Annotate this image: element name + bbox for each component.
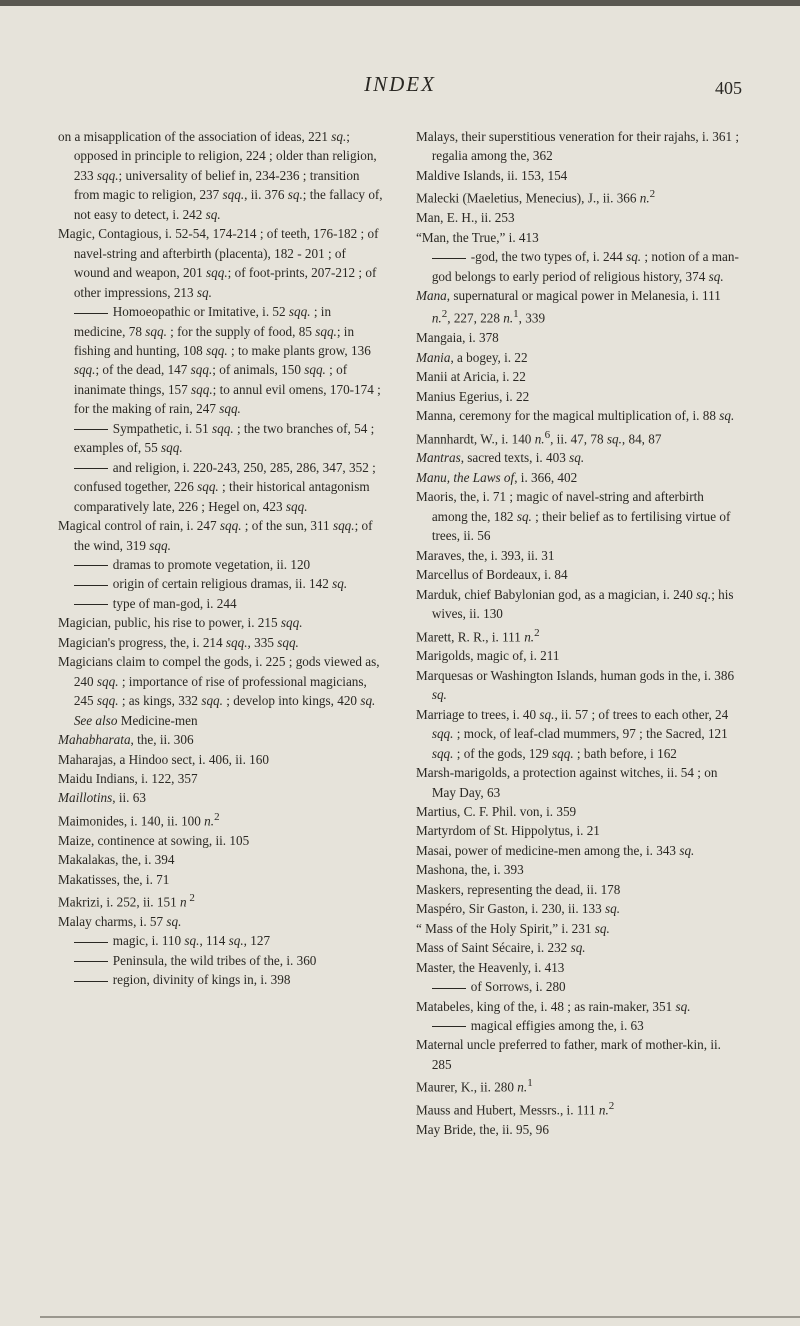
index-entry: [58, 224, 384, 302]
ditto-dash: [74, 313, 108, 314]
index-entry: [416, 938, 742, 957]
index-entry: [416, 286, 742, 328]
entry-text: ; notion of a man-god belongs to early period of religious history, 374: [431, 249, 739, 284]
entry-text: Magical control of rain, i. 247: [58, 518, 220, 534]
index-entry: [58, 788, 384, 807]
entry-text: sqq.: [280, 615, 303, 631]
index-entry: [416, 367, 742, 386]
entry-text: sqq.: [161, 440, 183, 456]
index-entry: [58, 652, 384, 730]
ditto-dash: [74, 961, 108, 962]
index-entry: [58, 870, 384, 889]
entry-text: Maidu Indians, i. 122, 357: [58, 770, 198, 786]
entry-text: Peninsula, the wild tribes of the, i. 360: [112, 952, 317, 968]
entry-text: ; their belief as to fertilising virtue of trees, ii. 56: [431, 508, 731, 544]
entry-text: ; the fallacy of, not easy to detect, i. 242: [73, 187, 383, 222]
entry-text: ; develop into kings, 420: [222, 693, 361, 709]
entry-text: Mangaia, i. 378: [416, 330, 499, 346]
entry-text: ; the two branches of, 54 ; examples of, 55: [73, 420, 375, 456]
entry-text: Marcellus of Bordeaux, i. 84: [416, 567, 568, 583]
entry-text: , 227, 228: [447, 310, 504, 326]
entry-text: ; as kings, 332: [118, 693, 202, 709]
ditto-dash: [74, 468, 108, 469]
index-entry: [416, 666, 742, 705]
entry-text: Malecki (Maeletius, Menecius), J., ii. 366: [416, 190, 640, 206]
index-entry: [416, 860, 742, 879]
page-header: [0, 72, 800, 102]
entry-text: Marquesas or Washington Islands, human gods in the, i. 386: [416, 667, 735, 683]
index-entry: [416, 958, 742, 977]
index-entry: [416, 624, 742, 647]
entry-text: sq.: [696, 586, 712, 602]
index-entry: [416, 565, 742, 584]
entry-text: ; in fishing and hunting, 108: [73, 323, 355, 358]
entry-text: sq.: [205, 206, 221, 222]
footnote-marker: 2: [186, 892, 195, 905]
entry-text: Makalakas, the, i. 394: [58, 852, 175, 868]
page-number: 405: [715, 78, 742, 98]
entry-text: sqq.: [206, 342, 228, 358]
footnote-marker: 1: [513, 308, 519, 321]
entry-text: ; bath before, i 162: [573, 745, 677, 761]
index-entry: [416, 802, 742, 821]
entry-text: on a misapplication of the association of ideas, 221: [58, 129, 332, 144]
entry-text: Maoris, the, i. 71 ; magic of navel-string and afterbirth among the, 182: [416, 489, 704, 524]
index-subentry: [416, 247, 742, 286]
entry-text: sqq.: [222, 187, 245, 203]
index-entry: [416, 899, 742, 918]
entry-text: sq.: [360, 693, 376, 709]
entry-text: ; of the dead, 147: [95, 362, 191, 378]
entry-text: ; opposed in principle to religion, 224 ; older than religion, 233: [73, 129, 377, 183]
entry-text: Maskers, representing the dead, ii. 178: [416, 881, 621, 897]
running-head: INDEX: [364, 72, 436, 96]
entry-text: sqq.: [191, 381, 213, 397]
entry-text: Magicians claim to compel the gods, i. 225 ; gods viewed as, 240: [58, 654, 380, 689]
index-entry: [58, 808, 384, 831]
entry-text: ; for the supply of food, 85: [166, 323, 316, 339]
index-entry: [416, 228, 742, 247]
ditto-dash: [432, 1026, 466, 1027]
entry-text: ; their historical antagonism comparatively late, 226 ; Hegel on, 423: [73, 479, 370, 514]
entry-text: sqq.: [96, 167, 119, 183]
entry-text: Marigolds, magic of, i. 211: [416, 648, 560, 664]
index-entry: [58, 912, 384, 931]
entry-text: Mannhardt, W., i. 140: [416, 430, 535, 446]
entry-text: sqq.: [288, 304, 311, 320]
footnote-marker: 2: [608, 1100, 615, 1113]
entry-text: sqq.: [304, 362, 326, 378]
entry-text: Mass of Saint Sécaire, i. 232: [416, 940, 571, 956]
index-entry: [416, 997, 742, 1016]
index-entry: [58, 850, 384, 869]
entry-text: , 127: [243, 933, 271, 949]
entry-text: sq.: [196, 284, 212, 300]
entry-text: dramas to promote vegetation, ii. 120: [112, 556, 311, 572]
entry-text: region, divinity of kings in, i. 398: [112, 972, 291, 988]
entry-text: type of man-god, i. 244: [112, 595, 237, 611]
index-subentry: [58, 970, 384, 989]
index-subentry: [416, 1016, 742, 1035]
entry-text: n: [179, 894, 187, 910]
entry-text: -god, the two types of, i. 244: [470, 249, 627, 265]
entry-text: sqq.: [315, 323, 337, 339]
entry-text: sq.: [679, 842, 695, 858]
entry-text: n.: [524, 628, 535, 644]
index-column-right: [416, 127, 742, 1139]
footnote-marker: 2: [649, 188, 656, 201]
index-subentry: [58, 458, 384, 516]
footnote-marker: 2: [534, 626, 540, 639]
entry-text: Mania: [416, 349, 451, 365]
entry-text: Mana: [416, 288, 447, 304]
entry-text: Manu, the Laws of: [416, 469, 515, 485]
index-entry: [58, 769, 384, 788]
entry-text: sqq.: [197, 479, 219, 495]
entry-text: sqq.: [552, 745, 574, 761]
entry-text: Magician, public, his rise to power, i. 215: [58, 615, 281, 631]
entry-text: magical effigies among the, i. 63: [470, 1017, 644, 1033]
entry-text: and religion, i. 220-243, 250, 285, 286, 347, 352 ; confused together, 226: [73, 459, 376, 495]
index-entry: [416, 763, 742, 802]
entry-text: Sympathetic, i. 51: [112, 420, 213, 436]
index-subentry: [58, 419, 384, 458]
entry-text: Makrizi, i. 252, ii. 151: [58, 894, 180, 910]
entry-text: Maurer, K., ii. 280: [416, 1079, 518, 1095]
entry-text: sqq.: [212, 420, 234, 436]
index-entry: [416, 448, 742, 467]
entry-text: origin of certain religious dramas, ii. 142: [112, 576, 333, 592]
entry-text: ; of the gods, 129: [453, 745, 552, 761]
entry-text: , supernatural or magical power in Melanesia, i. 111: [446, 288, 721, 304]
entry-text: ; in medicine, 78: [73, 304, 332, 339]
footnote-marker: 6: [544, 428, 551, 441]
ditto-dash: [74, 429, 108, 430]
entry-text: n.: [534, 430, 545, 446]
entry-text: sqq.: [285, 498, 308, 514]
index-entry: [416, 1120, 742, 1139]
index-entry: [416, 487, 742, 545]
entry-text: Master, the Heavenly, i. 413: [416, 959, 565, 975]
entry-text: Mashona, the, i. 393: [416, 862, 524, 878]
entry-text: Marriage to trees, i. 40: [416, 706, 540, 722]
entry-text: Maspéro, Sir Gaston, i. 230, ii. 133: [416, 901, 606, 917]
index-entry: [416, 1035, 742, 1074]
entry-text: Manius Egerius, i. 22: [416, 388, 530, 404]
entry-text: sqq.: [73, 362, 96, 378]
index-entry: [416, 185, 742, 208]
entry-text: n.: [598, 1102, 609, 1118]
index-entry: [416, 821, 742, 840]
entry-text: sq.: [228, 933, 244, 949]
entry-text: See also: [73, 712, 118, 728]
index-entry: [416, 585, 742, 624]
index-entry: [416, 328, 742, 347]
index-subentry: [58, 302, 384, 419]
entry-text: Marduk, chief Babylonian god, as a magician, i. 240: [416, 586, 697, 602]
entry-text: sqq.: [219, 401, 241, 417]
entry-text: sq.: [332, 576, 348, 592]
index-entry: [416, 468, 742, 487]
index-subentry: [58, 574, 384, 593]
index-entry: [58, 750, 384, 769]
entry-text: ; universality of belief in, 234-236 ; transition from magic to religion, 237: [73, 167, 360, 203]
entry-text: Manna, ceremony for the magical multiplication of, i. 88: [416, 408, 720, 424]
index-entry: [416, 1097, 742, 1120]
entry-text: sq.: [605, 901, 621, 917]
entry-text: n.: [639, 190, 650, 206]
entry-text: sqq.: [96, 693, 119, 709]
index-entry: [58, 613, 384, 632]
entry-text: ; of animals, 150: [212, 362, 305, 378]
entry-text: sqq.: [277, 634, 299, 650]
page-top-edge: [0, 0, 800, 6]
entry-text: sqq.: [149, 537, 171, 553]
entry-text: Maldive Islands, ii. 153, 154: [416, 167, 568, 183]
entry-text: , a bogey, i. 22: [450, 349, 528, 365]
entry-text: , ii. 47, 78: [550, 430, 607, 446]
entry-text: Matabeles, king of the, i. 48 ; as rain-maker, 351: [416, 998, 676, 1014]
entry-text: Mantras: [416, 450, 461, 466]
entry-text: Man, E. H., ii. 253: [416, 210, 515, 226]
entry-text: sq.: [287, 187, 303, 203]
entry-text: , 335: [247, 634, 278, 650]
entry-text: ; of foot-prints, 207-212 ; of other impressions, 213: [73, 265, 377, 300]
entry-text: sqq.: [190, 362, 213, 378]
entry-text: ; his wives, ii. 130: [431, 586, 734, 622]
entry-text: Makatisses, the, i. 71: [58, 871, 170, 887]
entry-text: sq.: [719, 408, 735, 424]
entry-text: sq.: [516, 508, 532, 524]
entry-text: Medicine-men: [117, 712, 198, 728]
entry-text: ; to make plants grow, 136: [227, 342, 371, 358]
entry-text: ; mock, of leaf-clad mummers, 97 ; the Sacred, 121: [453, 726, 728, 742]
entry-text: ; importance of rise of professional magicians, 245: [73, 673, 367, 709]
entry-text: sq.: [166, 913, 182, 929]
index-entry: [416, 705, 742, 763]
entry-text: Malay charms, i. 57: [58, 913, 167, 929]
entry-text: Martius, C. F. Phil. von, i. 359: [416, 803, 577, 819]
entry-text: sq.: [184, 933, 200, 949]
index-subentry: [58, 555, 384, 574]
ditto-dash: [74, 942, 108, 943]
entry-text: sqq.: [431, 726, 454, 742]
entry-text: sqq.: [219, 518, 242, 534]
index-entry: [416, 546, 742, 565]
entry-text: Homoeopathic or Imitative, i. 52: [112, 304, 289, 320]
entry-text: , 114: [199, 933, 229, 949]
entry-text: sqq.: [431, 745, 454, 761]
ditto-dash: [432, 988, 466, 989]
entry-text: sqq.: [96, 673, 119, 689]
entry-text: sq.: [539, 706, 555, 722]
entry-text: , the, ii. 306: [130, 732, 194, 748]
entry-text: Malays, their superstitious veneration for their rajahs, i. 361 ; regalia among the, 362: [416, 129, 740, 164]
entry-text: sq.: [675, 998, 691, 1014]
entry-text: sq.: [708, 268, 724, 284]
index-entry: [58, 831, 384, 850]
entry-text: magic, i. 110: [112, 933, 185, 949]
entry-text: Maternal uncle preferred to father, mark of mother-kin, ii. 285: [416, 1037, 721, 1072]
index-entry: [58, 633, 384, 652]
ditto-dash: [74, 585, 108, 586]
entry-text: , i. 366, 402: [514, 469, 578, 485]
index-entry: [58, 889, 384, 912]
ditto-dash: [74, 604, 108, 605]
entry-text: sqq.: [201, 693, 223, 709]
entry-text: n.: [204, 813, 215, 829]
footnote-marker: 2: [214, 810, 220, 823]
index-column-left: [58, 127, 384, 990]
entry-text: sq.: [331, 129, 347, 144]
index-entry: [416, 127, 742, 166]
ditto-dash: [432, 258, 466, 259]
index-entry: [58, 516, 384, 555]
entry-text: sq.: [594, 920, 610, 936]
entry-text: n.: [503, 310, 514, 326]
footnote-marker: 1: [527, 1077, 533, 1090]
entry-text: May Bride, the, ii. 95, 96: [416, 1122, 549, 1137]
entry-text: ; of inanimate things, 157: [73, 362, 348, 397]
index-entry: [416, 646, 742, 665]
entry-text: n.: [517, 1079, 528, 1095]
index-entry: [416, 208, 742, 227]
entry-text: “ Mass of the Holy Spirit,” i. 231: [416, 920, 595, 936]
index-entry: [416, 1074, 742, 1097]
index-entry: [58, 127, 384, 224]
index-entry: [416, 841, 742, 860]
index-entry: [416, 919, 742, 938]
index-entry: [416, 426, 742, 449]
entry-text: Maraves, the, i. 393, ii. 31: [416, 547, 555, 563]
entry-text: Martyrdom of St. Hippolytus, i. 21: [416, 823, 600, 839]
entry-text: sqq.: [225, 634, 248, 650]
entry-text: Magic, Contagious, i. 52-54, 174-214 ; of teeth, 176-182 ; of navel-string and afterbirth (placenta), 182 - 201 ; of wound and weapon, 201: [58, 226, 379, 281]
index-entry: [416, 166, 742, 185]
entry-text: ; of the sun, 311: [241, 518, 333, 534]
entry-text: n.: [431, 310, 442, 326]
ditto-dash: [74, 981, 108, 982]
entry-text: sqq.: [332, 518, 355, 534]
entry-text: Maharajas, a Hindoo sect, i. 406, ii. 160: [58, 751, 269, 767]
entry-text: Maize, continence at sowing, ii. 105: [58, 832, 250, 848]
entry-text: Masai, power of medicine-men among the, i. 343: [416, 842, 680, 858]
entry-text: of Sorrows, i. 280: [470, 979, 566, 995]
ditto-dash: [74, 565, 108, 566]
index-subentry: [416, 977, 742, 996]
entry-text: sq.: [431, 687, 447, 703]
index-entry: [416, 880, 742, 899]
entry-text: , ii. 63: [112, 790, 146, 806]
entry-text: , 339: [518, 310, 546, 326]
entry-text: sq.: [569, 450, 585, 466]
index-entry: [58, 730, 384, 749]
entry-text: Magician's progress, the, i. 214: [58, 634, 226, 650]
entry-text: sq.: [606, 430, 622, 446]
index-entry: [416, 348, 742, 367]
entry-text: Manii at Aricia, i. 22: [416, 369, 526, 385]
entry-text: Mauss and Hubert, Messrs., i. 111: [416, 1102, 599, 1118]
index-subentry: [58, 594, 384, 613]
entry-text: , ii. 376: [244, 187, 288, 203]
entry-text: , 84, 87: [621, 430, 662, 446]
entry-text: ; to annul evil omens, 170-174 ; for the making of rain, 247: [73, 381, 381, 417]
footnote-marker: 2: [441, 308, 448, 321]
index-entry: [416, 406, 742, 425]
index-subentry: [58, 931, 384, 950]
entry-text: sqq.: [206, 265, 228, 281]
entry-text: sq.: [626, 249, 642, 265]
entry-text: Marsh-marigolds, a protection against witches, ii. 54 ; on May Day, 63: [416, 765, 718, 800]
entry-text: sq.: [570, 940, 586, 956]
entry-text: , ii. 57 ; of trees to each other, 24: [554, 706, 729, 722]
page-bottom-edge: [40, 1316, 800, 1318]
entry-text: Marett, R. R., i. 111: [416, 628, 525, 644]
entry-text: Maillotins: [58, 790, 113, 806]
index-entry: [416, 387, 742, 406]
entry-text: sqq.: [145, 323, 167, 339]
entry-text: Mahabharata: [58, 732, 131, 748]
entry-text: ; of the wind, 319: [73, 518, 373, 553]
entry-text: “Man, the True,” i. 413: [416, 229, 539, 245]
entry-text: , sacred texts, i. 403: [460, 450, 570, 466]
entry-text: Maimonides, i. 140, ii. 100: [58, 813, 205, 829]
index-subentry: [58, 951, 384, 970]
